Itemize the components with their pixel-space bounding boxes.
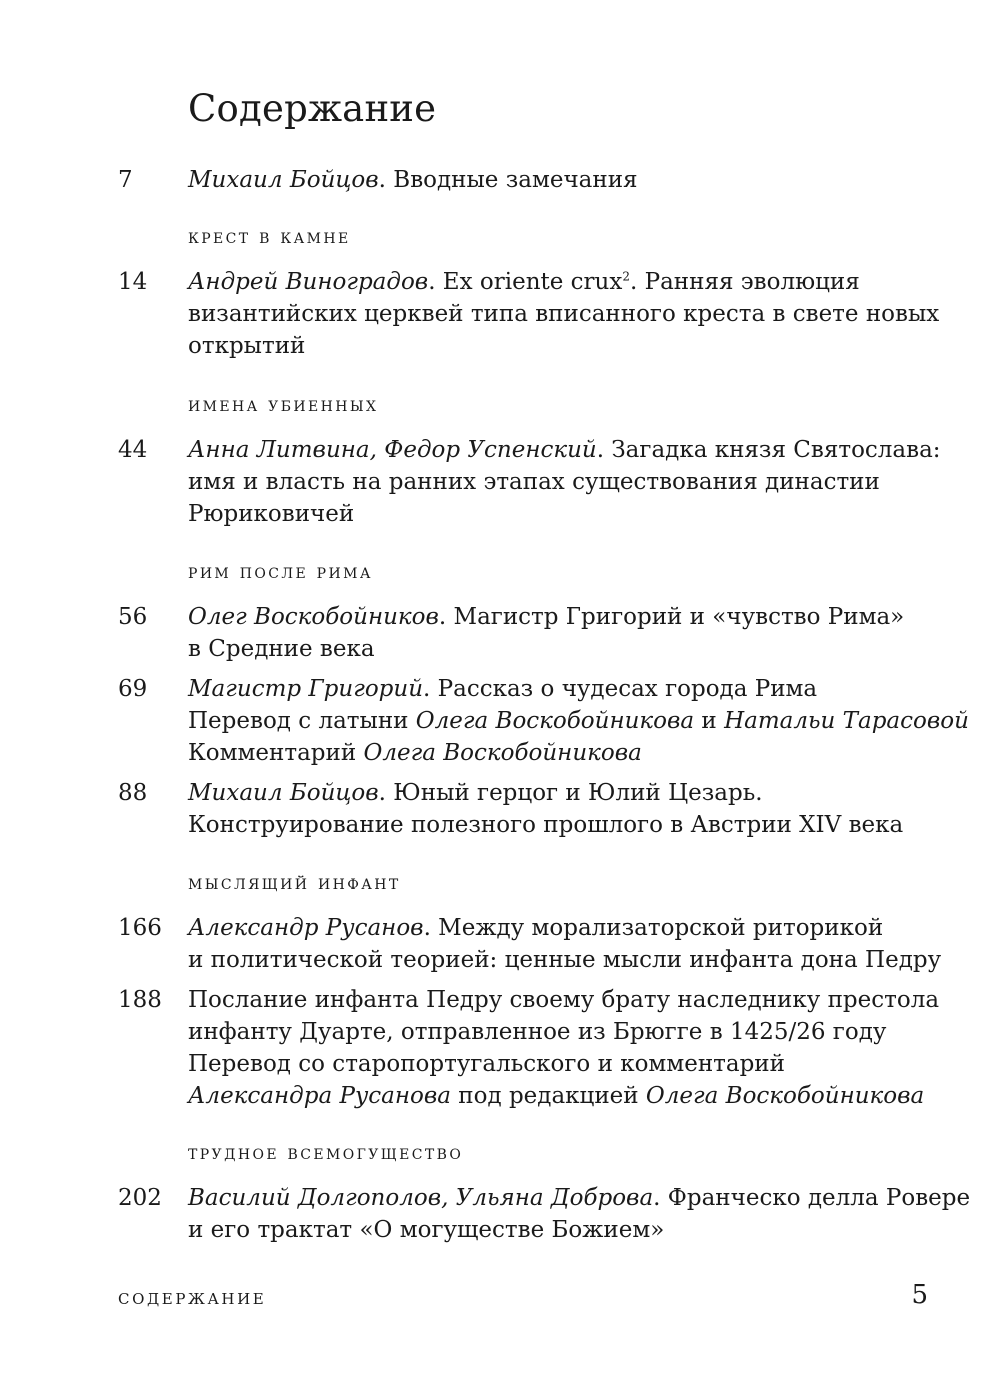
toc-title: Конструирование полезного прошлого в Австрии XIV века [188,812,904,838]
toc-credit: Перевод с латыни [188,708,416,734]
toc-title: . Магистр Григорий и «чувство Рима» [438,604,905,630]
page-number: 5 [911,1280,928,1310]
toc-title: имя и власть на ранних этапах существования династии [188,469,880,495]
running-head: СОДЕРЖАНИЕ [118,1290,267,1308]
toc-title: Послание инфанта Педру своему брату наследнику престола [188,987,940,1013]
toc-credit-name: Натальи Тарасовой [724,708,969,734]
section-heading: крест в камне [188,225,351,248]
toc-title: открытий [188,333,306,359]
toc-entry-text [188,1182,971,1246]
toc-entry-text [188,912,948,976]
toc-author: Александр Русанов [188,915,424,941]
toc-title: и политической теорией: ценные мысли инфанта дона Педру [188,947,942,973]
toc-page-number: 88 [118,780,148,806]
footnote-mark: 2 [622,269,630,284]
toc-credit: Комментарий [188,740,364,766]
toc-title: . Франческо делла Ровере [653,1185,971,1211]
toc-page-number: 56 [118,604,148,630]
toc-title: . Рассказ о чудесах города Рима [423,676,818,702]
toc-page-number: 166 [118,915,162,941]
toc-title: . Вводные замечания [378,167,638,193]
section-heading: мыслящий инфант [188,871,401,894]
section-heading: рим после рима [188,560,373,583]
toc-credit-name: Александра Русанова [188,1083,451,1109]
toc-page-number: 7 [118,167,133,193]
toc-credit: под редакцией [450,1083,646,1109]
toc-title: инфанту Дуарте, отправленное из Брюгге в 1425/26 году [188,1019,887,1045]
toc-title: и его трактат «О могуществе Божием» [188,1217,665,1243]
toc-title: . Юный герцог и Юлий Цезарь. [378,780,763,806]
page-title: Содержание [188,87,437,130]
toc-page-number: 44 [118,437,148,463]
toc-entry-text [188,266,948,362]
toc-title: . Ex oriente crux [428,269,623,295]
toc-title: византийских церквей типа вписанного креста в свете новых [188,301,940,327]
toc-entry-text [188,673,969,769]
toc-page-number: 188 [118,987,162,1013]
toc-author: Олег Воскобойников [188,604,439,630]
toc-credit-name: Олега Воскобойникова [415,708,695,734]
toc-entry-text [188,601,948,665]
toc-author: Андрей Виноградов [188,269,429,295]
toc-title: . Загадка князя Святослава: [596,437,941,463]
toc-title: . Ранняя эволюция [629,269,860,295]
toc-credit: Перевод со старопортугальского и комментарий [188,1051,785,1077]
toc-entry-text [188,164,948,196]
toc-title: в Средние века [188,636,375,662]
toc-entry-text [188,777,948,841]
toc-entry-text [188,984,948,1112]
section-heading: трудное всемогущество [188,1141,464,1164]
toc-entry-text [188,434,948,530]
toc-title: . Между морализаторской риторикой [423,915,884,941]
toc-page-number: 202 [118,1185,162,1211]
toc-author: Анна Литвина, Федор Успенский [188,437,597,463]
toc-author: Василий Долгополов, Ульяна Доброва [188,1185,654,1211]
toc-title: Рюриковичей [188,501,355,527]
toc-author: Михаил Бойцов [188,780,379,806]
section-heading: имена убиенных [188,393,379,416]
toc-credit-name: Олега Воскобойникова [363,740,642,766]
toc-author: Магистр Григорий [188,676,424,702]
toc-credit-name: Олега Воскобойникова [645,1083,925,1109]
toc-page-number: 69 [118,676,148,702]
toc-page-number: 14 [118,269,148,295]
toc-credit: и [694,708,725,734]
toc-author: Михаил Бойцов [188,167,379,193]
